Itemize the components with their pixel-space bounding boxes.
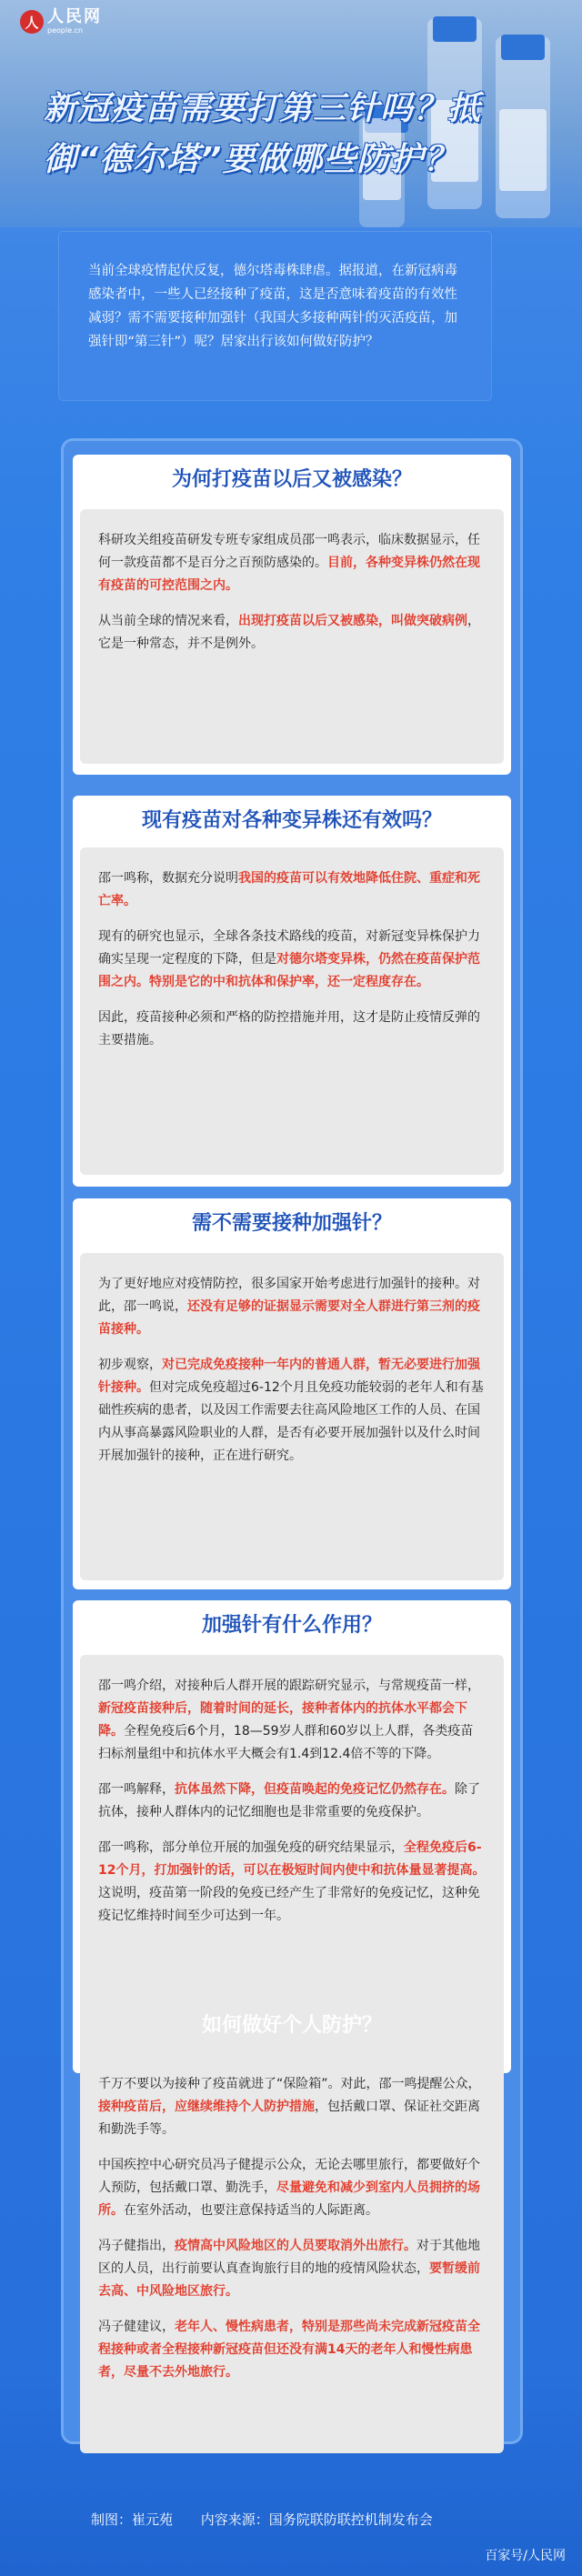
section-3-body — [80, 1253, 504, 1580]
section-1-body — [80, 509, 504, 764]
body-text: 千万不要以为接种了疫苗就进了“保险箱”。对此，邵一鸣提醒公众， — [98, 2077, 481, 2091]
highlight-text: 我国的疫苗可以有效地降低住院、重症和死亡率。 — [98, 871, 480, 908]
section-3-title: 需不需要接种加强针？ — [191, 1212, 392, 1235]
body-text: 邵一鸣称，数据充分说明 — [98, 871, 238, 886]
section-1-paragraph — [98, 610, 486, 656]
body-text: 全程免疫后6个月，18—59岁人群和60岁以上人群，各类疫苗扫标剂量组中和抗体水平大概会有1.4到12.4倍不等的下降。 — [98, 1724, 474, 1761]
section-5-paragraph — [98, 2073, 486, 2141]
highlight-text: 对德尔塔变异株，仍然在疫苗保护范围之内。特别是它的中和抗体和保护率，还一定程度存在。 — [98, 952, 480, 989]
intro-box — [59, 232, 491, 400]
page-title: 新冠疫苗需要打第三针吗？抵御“德尔塔”要做哪些防护？ — [44, 90, 482, 178]
body-text: 邵一鸣解释， — [98, 1782, 175, 1797]
highlight-text: 出现打疫苗以后又被感染，叫做突破病例 — [238, 614, 467, 628]
body-text: 初步观察， — [98, 1358, 162, 1372]
body-text: 从当前全球的情况来看， — [98, 614, 238, 628]
section-1-title: 为何打疫苗以后又被感染？ — [171, 468, 412, 491]
body-text: 对于其他地区的人员，出行前要认真查询旅行目的地的疫情风险状态， — [98, 2239, 480, 2276]
body-text: 除了抗体，接种人群体内的记忆细胞也是非常重要的免疫保护。 — [98, 1782, 480, 1819]
section-3-paragraph — [98, 1273, 486, 1341]
highlight-text: 对已完成免疫接种一年内的普通人群，暂无必要进行加强针接种。 — [98, 1358, 480, 1395]
highlight-text: 疫情高中风险地区的人员要取消外出旅行。 — [175, 2239, 416, 2253]
section-1-paragraph — [98, 529, 486, 597]
section-5-paragraph — [98, 2316, 486, 2384]
header-banner — [0, 0, 582, 227]
footer-credit — [91, 2510, 457, 2529]
footer-source: 内容来源：国务院联防联控机制发布会 — [200, 2511, 433, 2528]
highlight-text: 还没有足够的证据显示需要对全人群进行第三剂的疫苗接种。 — [98, 1299, 480, 1337]
logo-name: 人民网 — [47, 7, 102, 26]
body-text: 但对完成免疫超过6-12个月且免疫功能较弱的老年人和有基础性疾病的患者，以及因工作需要去往高风险地区工作的人员、在国内从事高暴露风险职业的人群，是否有必要开展加强针以及什么时间开展加强针的接种，正在进行研究。 — [98, 1380, 484, 1463]
section-4-paragraph — [98, 1779, 486, 1824]
section-5-paragraph — [98, 2154, 486, 2222]
section-5-title: 如何做好个人防护？ — [201, 2014, 382, 2037]
body-text: 中国疾控中心研究员冯子健提示公众，无论去哪里旅行，都要做好个人预防，包括戴口罩、勤洗手， — [98, 2158, 480, 2195]
section-2-paragraph — [98, 867, 486, 913]
body-text: 冯子健建议， — [98, 2320, 175, 2334]
body-text: 现有的研究也显示，全球各条技术路线的疫苗，对新冠变异株保护力确实呈现一定程度的下降，但是 — [98, 929, 480, 967]
highlight-text: 目前，各种变异株仍然在现有疫苗的可控范围之内。 — [98, 556, 480, 593]
people-daily-logo — [20, 9, 102, 35]
intro-text: 当前全球疫情起伏反复，德尔塔毒株肆虐。据报道，在新冠病毒感染者中，一些人已经接种了疫苗，这是否意味着疫苗的有效性减弱？需不需要接种加强针（我国大多接种两针的灭活疫苗，加强针即“第三针”）呢？居家出行该如何做好防护？ — [88, 264, 457, 349]
body-text: 因此，疫苗接种必须和严格的防控措施并用，这才是防止疫情反弹的主要措施。 — [98, 1010, 480, 1047]
section-2-paragraph — [98, 926, 486, 994]
body-text: 这说明，疫苗第一阶段的免疫已经产生了非常好的免疫记忆，这种免疫记忆维持时间至少可达到一年。 — [98, 1886, 480, 1923]
highlight-text: 新冠疫苗接种后，随着时间的延长，接种者体内的抗体水平都会下降。 — [98, 1701, 467, 1739]
highlight-text: 老年人、慢性病患者，特别是那些尚未完成新冠疫苗全程接种或者全程接种新冠疫苗但还没有满14天的老年人和慢性病患者，尽量不去外地旅行。 — [98, 2320, 480, 2380]
section-3-paragraph — [98, 1354, 486, 1468]
section-2-paragraph — [98, 1007, 486, 1052]
section-2-body — [80, 847, 504, 1175]
highlight-text: 全程免疫后6-12个月，打加强针的话，可以在极短时间内使中和抗体量显著提高。 — [98, 1840, 486, 1878]
logo-mark-icon: 人 — [20, 10, 44, 34]
body-text: 冯子健指出， — [98, 2239, 175, 2253]
section-4-paragraph — [98, 1675, 486, 1766]
body-text: 为了更好地应对疫情防控，很多国家开始考虑进行加强针的接种。对此，邵一鸣说， — [98, 1277, 480, 1314]
section-4-title: 加强针有什么作用？ — [201, 1614, 382, 1637]
body-text: 科研攻关组疫苗研发专班专家组成员邵一鸣表示，临床数据显示，任何一款疫苗都不是百分之百预防感染的。 — [98, 533, 480, 570]
highlight-text: 抗体虽然下降，但疫苗唤起的免疫记忆仍然存在。 — [175, 1782, 455, 1797]
body-text: ，它是一种常态，并不是例外。 — [98, 614, 480, 651]
body-text: 邵一鸣称，部分单位开展的加强免疫的研究结果显示， — [98, 1840, 404, 1855]
section-5-paragraph — [98, 2235, 486, 2303]
highlight-text: 尽量避免和减少到室内人员拥挤的场所。 — [98, 2180, 480, 2218]
body-text: ，包括戴口罩、保证社交距离和勤洗手等。 — [98, 2100, 480, 2137]
section-5-body — [80, 2053, 504, 2453]
highlight-text: 接种疫苗后，应继续维持个人防护措施 — [98, 2100, 315, 2114]
footer-producer: 制图：崔元苑 — [91, 2511, 174, 2528]
body-text: 邵一鸣介绍，对接种后人群开展的跟踪研究显示，与常规疫苗一样， — [98, 1679, 480, 1693]
footer — [0, 2510, 582, 2563]
section-4-body — [80, 1655, 504, 2062]
section-2-title: 现有疫苗对各种变异株还有效吗？ — [141, 809, 442, 832]
section-4-paragraph — [98, 1837, 486, 1928]
highlight-text: 要暂缓前去高、中风险地区旅行。 — [98, 2261, 480, 2299]
body-text: 在室外活动，也要注意保持适当的人际距离。 — [124, 2203, 378, 2218]
logo-url: people.cn — [47, 26, 84, 35]
footer-brand: 百家号/人民网 — [485, 2549, 566, 2563]
